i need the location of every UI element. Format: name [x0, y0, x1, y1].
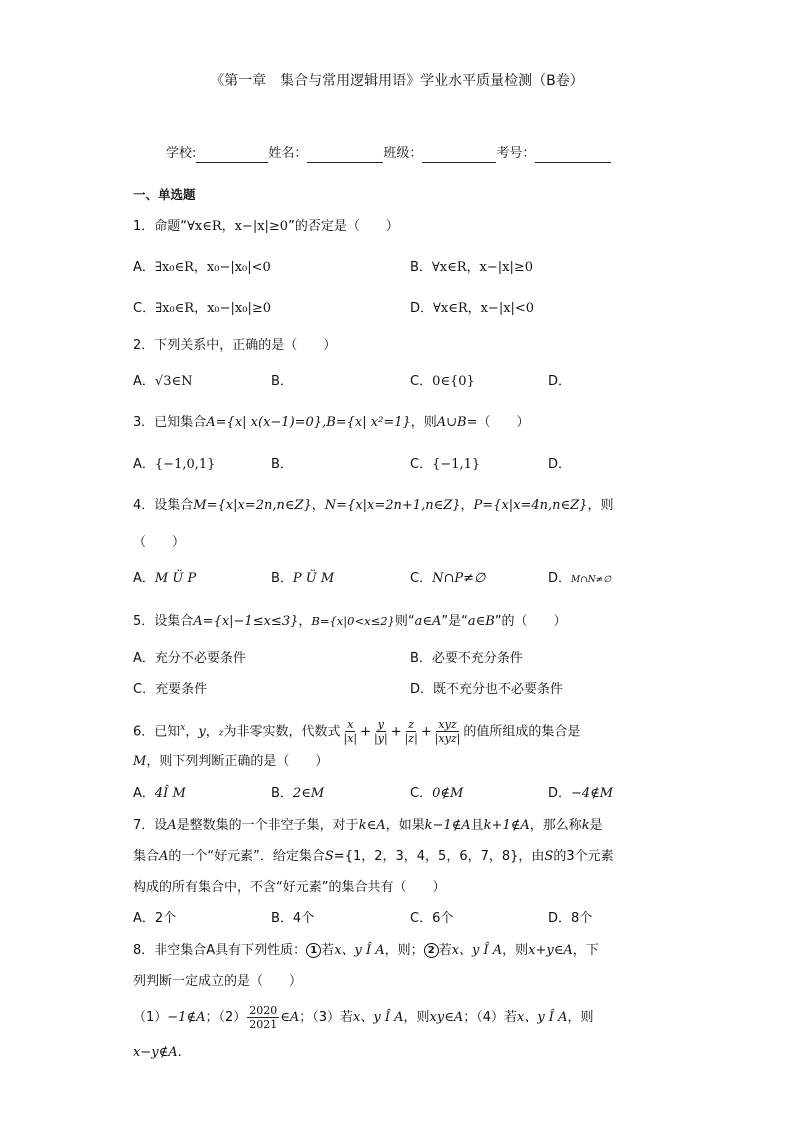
name-blank[interactable]: [307, 148, 383, 163]
question-8-line-3: [133, 1002, 593, 1034]
q3-option-b-label: B．: [271, 457, 293, 472]
q5-option-b-label: B．: [410, 651, 432, 666]
q8-sum: x+y∈A: [528, 943, 573, 958]
q7-option-b-text: 4个: [292, 911, 315, 926]
q6-frac-x-num: x: [347, 718, 354, 732]
school-blank[interactable]: [196, 148, 268, 163]
q6-option-c-label: C．: [410, 786, 433, 801]
q5-option-a[interactable]: [133, 650, 246, 668]
q8-text-g: （1）: [133, 1010, 168, 1025]
q1-option-b[interactable]: [410, 259, 533, 277]
q6-option-d[interactable]: [548, 785, 613, 803]
q4-set-n: N={x|x=2n+1,n∈Z}: [324, 498, 461, 513]
q3-option-c[interactable]: [410, 456, 480, 474]
q7-option-d-text: 8个: [571, 911, 593, 926]
q8-fraction-num: 2020: [249, 1004, 278, 1017]
q1-option-a-label: A．: [133, 260, 155, 275]
q4-option-c-text: N∩P≠∅: [432, 571, 486, 586]
q5-option-d[interactable]: [410, 681, 563, 699]
q2-option-a[interactable]: [133, 373, 192, 391]
q4-option-c-label: C．: [410, 571, 433, 586]
q6-frac-z: [403, 718, 420, 745]
q1-option-b-label: B．: [410, 260, 432, 275]
q7-option-d[interactable]: [548, 910, 592, 928]
q6-frac-z-num: z: [408, 718, 415, 732]
q6-option-a-text: 4Î M: [154, 786, 186, 801]
q7-text-g: 集合: [133, 849, 160, 864]
q4-option-b[interactable]: [271, 570, 334, 588]
q7-text-e: ，那么称: [529, 818, 582, 833]
question-8-line-4: [133, 1044, 182, 1062]
q7-option-b[interactable]: [271, 910, 314, 928]
q5-option-b[interactable]: [410, 650, 523, 668]
q4-sep-2: ，: [460, 498, 474, 513]
q5-option-a-label: A．: [133, 651, 155, 666]
q7-set-a-2: A: [159, 849, 169, 864]
q8-cond-2: x、y Î A: [451, 943, 503, 958]
q4-stem-text-b: ，则: [587, 498, 614, 513]
q7-set-s-2: S: [544, 849, 554, 864]
q2-option-a-text: √3∈N: [154, 374, 193, 389]
q5-option-a-text: 充分不必要条件: [154, 651, 246, 666]
q6-frac-y-num: y: [377, 718, 384, 732]
q8-text-d: 若: [438, 943, 452, 958]
q6-plus-2: +: [390, 724, 402, 740]
q6-set-m: M: [133, 754, 147, 769]
q1-option-d[interactable]: [410, 300, 534, 318]
q8-text-a: 8．非空集合A具有下列性质：: [133, 943, 307, 958]
q6-var-z: z: [218, 728, 224, 739]
q8-text-h: ；（2）: [205, 1010, 247, 1025]
q8-prop-3-cond: x、y Î A: [353, 1010, 404, 1025]
class-blank[interactable]: [422, 148, 496, 163]
q3-option-c-text: {−1,1}: [432, 457, 481, 472]
q6-comma-2: ，: [205, 724, 219, 740]
q4-option-a-text: M Ü P: [154, 571, 197, 586]
question-7-line-1: [133, 817, 603, 835]
q6-plus-1: +: [360, 724, 372, 740]
name-label: 姓名：: [268, 146, 308, 161]
q8-prop-3-result: xy∈A: [429, 1010, 464, 1025]
q3-option-d-label: D．: [548, 457, 572, 472]
q1-option-a[interactable]: [133, 259, 271, 277]
q5-set-a: A={x|−1≤x≤3}: [193, 614, 299, 629]
q5-option-c-text: 充要条件: [155, 682, 208, 697]
q3-option-d[interactable]: [548, 456, 571, 474]
q6-option-b-label: B．: [271, 786, 293, 801]
q4-set-m: M={x|x=2n,n∈Z}: [193, 498, 312, 513]
q4-set-p: P={x|x=4n,n∈Z}: [473, 498, 588, 513]
q8-prop-4-cond: x、y Î A: [517, 1010, 568, 1025]
q7-option-c-label: C．: [410, 911, 433, 926]
q2-option-a-label: A．: [133, 374, 155, 389]
question-8-line-2: 列判断一定成立的是（ ）: [133, 974, 303, 989]
q4-option-c[interactable]: [410, 570, 485, 588]
q6-frac-y-den: |y|: [374, 732, 388, 746]
q4-option-a[interactable]: [133, 570, 196, 588]
q7-text-j: 的3个元素: [553, 849, 614, 864]
q4-paren: （ ）: [133, 535, 186, 550]
q5-option-c-label: C．: [133, 682, 156, 697]
q6-option-b-text: 2∈M: [292, 786, 325, 801]
question-4-stem: [133, 497, 613, 515]
q5-cond-2: a∈B: [467, 614, 495, 629]
q8-text-k: ；（4）若: [463, 1010, 517, 1025]
question-8-line-1: [133, 942, 599, 960]
q6-frac-x: [342, 718, 360, 745]
q4-option-b-label: B．: [271, 571, 293, 586]
q8-text-i: ；（3）若: [299, 1010, 354, 1025]
q1-option-c-text: ∃x₀∈R，x₀−|x₀|≥0: [155, 301, 271, 316]
question-2-stem: 2．下列关系中，正确的是（ ）: [133, 338, 337, 353]
q3-option-a-label: A．: [133, 457, 155, 472]
q8-text-b: 若: [321, 943, 335, 958]
circled-one-icon: 1: [306, 943, 321, 958]
q3-option-a-text: {−1,0,1}: [154, 457, 216, 472]
q7-option-a-text: 2个: [154, 911, 177, 926]
question-5-stem: [133, 612, 567, 631]
q2-option-c[interactable]: [410, 373, 475, 391]
q5-stem-text-b: 则“: [394, 614, 415, 629]
school-label: 学校:: [166, 146, 197, 161]
q4-sep-1: ，: [311, 498, 325, 513]
class-label: 班级：: [383, 146, 423, 161]
q5-option-d-text: 既不充分也不必要条件: [433, 682, 564, 697]
q7-var-k: k: [581, 818, 590, 833]
q8-prop-4-result: x−y∉A.: [133, 1045, 182, 1060]
q6-option-d-label: D．: [548, 786, 572, 801]
circled-two-icon: 2: [424, 943, 439, 958]
q5-option-b-text: 必要不充分条件: [431, 651, 523, 666]
q3-stem-text-c: （ ）: [477, 415, 530, 430]
q8-text-j: ，则: [403, 1010, 430, 1025]
q6-plus-3: +: [420, 724, 432, 740]
q7-text-h: 的一个“好元素”．给定集合: [168, 849, 325, 864]
page-title: 《第一章 集合与常用逻辑用语》学业水平质量检测（B卷）: [210, 73, 584, 89]
q6-stem-text-a: 6．已知: [133, 724, 181, 740]
q8-text-l: ，则: [567, 1010, 594, 1025]
q3-stem-union: A∪B=: [436, 415, 478, 430]
q1-stem-text-a: 1．命题“: [133, 219, 188, 234]
q4-option-b-text: P Ü M: [292, 571, 335, 586]
q5-option-c[interactable]: [133, 681, 207, 699]
question-7-line-3: 构成的所有集合中，不含“好元素”的集合共有（ ）: [133, 880, 446, 895]
student-info-line: [166, 145, 611, 163]
q2-option-d-label: D．: [548, 374, 572, 389]
q7-option-b-label: B．: [271, 911, 293, 926]
question-6-stem: [133, 712, 580, 744]
q7-text-a: 7．设: [133, 818, 168, 833]
q6-frac-xyz-den: |xyz|: [434, 732, 461, 746]
q4-stem-text-a: 4．设集合: [133, 498, 194, 513]
q2-option-c-label: C．: [410, 374, 433, 389]
question-1-stem: [133, 218, 399, 236]
q3-stem-text-a: 3．已知集合: [133, 415, 207, 430]
q6-frac-xyz: [433, 718, 463, 745]
q8-text-c: ，则；: [384, 943, 424, 958]
q6-var-x: x: [180, 723, 186, 733]
q7-text-c: ，如果: [385, 818, 425, 833]
q6-stem-text-d: ，则下列判断正确的是（ ）: [146, 754, 329, 769]
q6-option-c-text: 0∉M: [432, 786, 464, 801]
q1-option-c-label: C．: [133, 301, 156, 316]
q5-sep: ，: [298, 614, 312, 629]
q5-option-d-label: D．: [410, 682, 434, 697]
q3-stem-math: A={x| x(x−1)=0},B={x| x²=1}: [206, 415, 411, 430]
q3-option-a[interactable]: [133, 456, 215, 474]
q5-stem-text-d: ”的（ ）: [494, 614, 567, 629]
q6-option-d-text: −4∉M: [571, 786, 614, 801]
q7-option-c[interactable]: [410, 910, 453, 928]
q7-k-minus-1: k−1∉A: [424, 818, 471, 833]
q5-stem-text-a: 5．设集合: [133, 614, 194, 629]
q1-stem-math: ∀x∈R，x−|x|≥0: [187, 219, 289, 234]
q1-option-b-text: ∀x∈R，x−|x|≥0: [431, 260, 533, 275]
q4-option-d-label: D．: [548, 571, 572, 586]
question-6-stem-line2: [133, 753, 328, 771]
q6-frac-xyz-num: xyz: [438, 718, 457, 732]
q7-text-d: 且: [470, 818, 484, 833]
q6-option-a-label: A．: [133, 786, 155, 801]
q3-option-c-label: C．: [410, 457, 433, 472]
q8-text-e: ，则: [502, 943, 529, 958]
q1-option-c[interactable]: [133, 300, 271, 318]
q2-option-c-text: 0∈{0}: [432, 374, 475, 389]
q3-option-b[interactable]: [271, 456, 293, 474]
question-3-stem: [133, 414, 530, 432]
q6-option-b[interactable]: [271, 785, 324, 803]
q7-option-d-label: D．: [548, 911, 572, 926]
q6-frac-z-den: |z|: [404, 732, 418, 746]
q6-comma-1: ，: [185, 724, 199, 740]
q5-set-b: B={x|0<x≤2}: [311, 614, 395, 628]
q6-frac-x-den: |x|: [343, 732, 358, 746]
q1-option-a-text: ∃x₀∈R，x₀−|x₀|<0: [154, 260, 271, 275]
section-title: 一、单选题: [133, 187, 196, 202]
q7-text-i: ={1，2，3，4，5，6，7，8}，由: [333, 849, 545, 864]
q6-stem-text-b: 为非零实数，代数式: [223, 724, 341, 740]
q2-option-b[interactable]: [271, 373, 293, 391]
q7-set-s: S: [324, 849, 334, 864]
q8-prop-1: −1∉A: [167, 1010, 206, 1025]
q7-set-a: A: [167, 818, 177, 833]
q1-option-d-text: ∀x∈R，x−|x|<0: [433, 301, 535, 316]
q7-text-b: 是整数集的一个非空子集，对于: [176, 818, 359, 833]
q6-var-y: y: [198, 724, 206, 740]
q4-option-a-label: A．: [133, 571, 155, 586]
q8-prop-2: ∈A: [280, 1010, 300, 1025]
q4-option-d-text: M∩N≠∅: [571, 575, 612, 585]
q8-fraction-den: 2021: [249, 1018, 278, 1031]
q6-option-c[interactable]: [410, 785, 463, 803]
q7-option-a[interactable]: [133, 910, 176, 928]
q8-text-f: ，下: [572, 943, 599, 958]
q1-option-d-label: D．: [410, 301, 434, 316]
q5-stem-text-c: ”是“: [441, 614, 468, 629]
id-blank[interactable]: [535, 148, 611, 163]
q3-stem-text-b: ，则: [410, 415, 437, 430]
q6-stem-text-c: 的值所组成的集合是: [463, 724, 581, 740]
q7-k-in-a: k∈A: [358, 818, 386, 833]
q1-stem-text-b: ”的否定是（ ）: [288, 219, 399, 234]
question-7-line-2: [133, 848, 614, 866]
q7-option-a-label: A．: [133, 911, 155, 926]
q8-fraction: [247, 1004, 279, 1031]
q7-k-plus-1: k+1∉A: [483, 818, 530, 833]
q6-option-a[interactable]: [133, 785, 186, 803]
q7-text-f: 是: [589, 818, 603, 833]
q2-option-d[interactable]: [548, 373, 571, 391]
q2-option-b-label: B．: [271, 374, 293, 389]
q6-frac-y: [372, 718, 390, 745]
id-label: 考号：: [496, 146, 536, 161]
q5-cond-1: a∈A: [414, 614, 442, 629]
q4-option-d[interactable]: [548, 570, 611, 589]
q7-option-c-text: 6个: [432, 911, 454, 926]
q8-cond-1: x、y Î A: [334, 943, 385, 958]
